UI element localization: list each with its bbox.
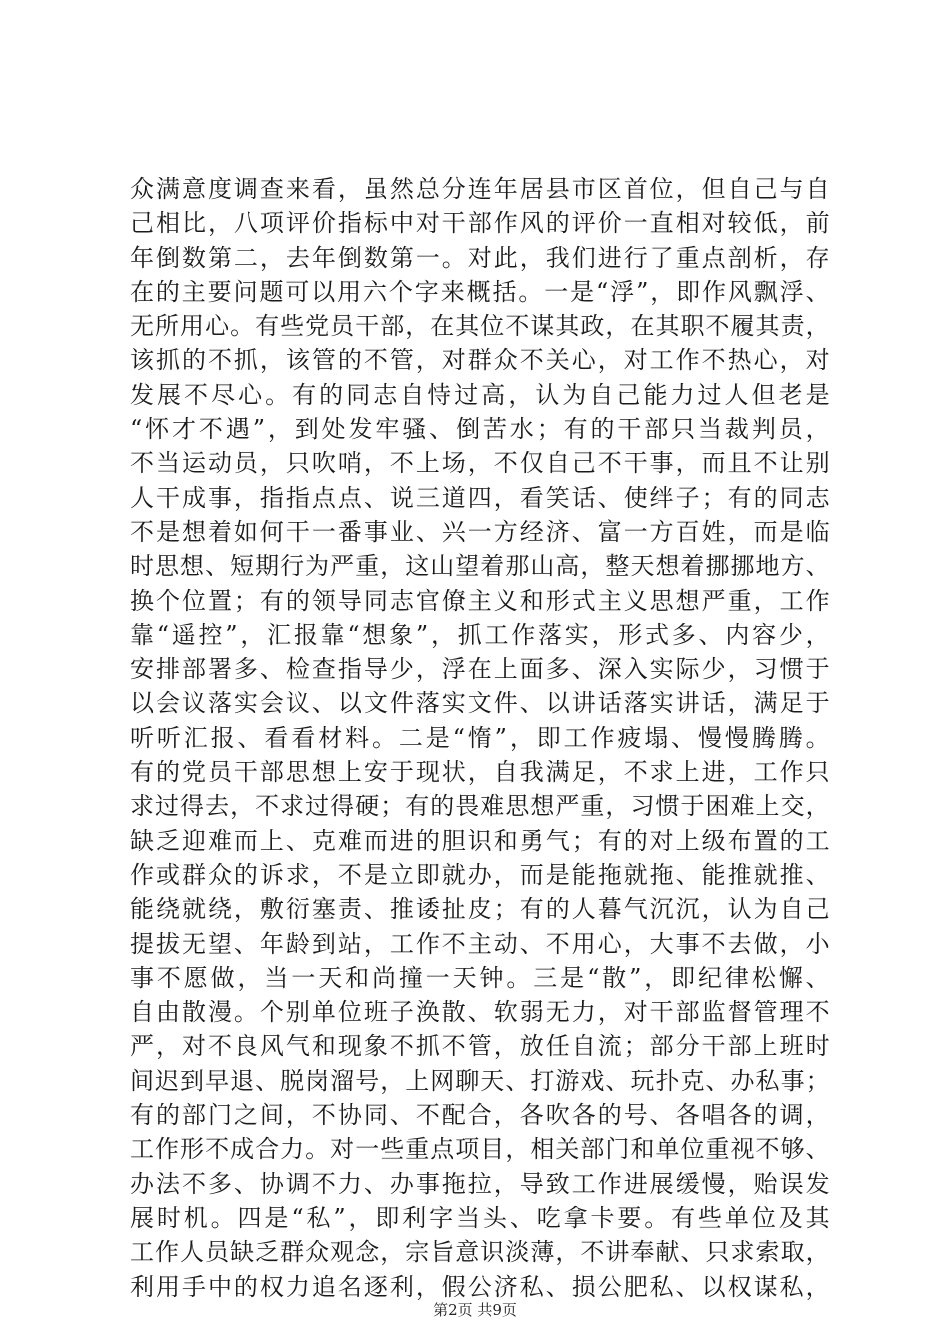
text-line: 严，对不良风气和现象不抓不管，放任自流；部分干部上班时	[130, 1032, 830, 1061]
text-line: 能绕就绕，敷衍塞责、推诿扯皮；有的人暮气沉沉，认为自己	[130, 895, 830, 924]
text-line: 不当运动员，只吹哨，不上场，不仅自己不干事，而且不让别	[130, 449, 830, 478]
text-line: 安排部署多、检查指导少，浮在上面多、深入实际少，习惯于	[130, 655, 830, 684]
text-line: 提拔无望、年龄到站，工作不主动、不用心，大事不去做，小	[130, 929, 830, 958]
text-line: 工作人员缺乏群众观念，宗旨意识淡薄，不讲奉献、只求索取，	[130, 1238, 830, 1267]
text-line: 在的主要问题可以用六个字来概括。一是“浮”，即作风飘浮、	[130, 277, 830, 306]
text-line: 听听汇报、看看材料。二是“惰”，即工作疲塌、慢慢腾腾。	[130, 723, 830, 752]
text-line: 发展不尽心。有的同志自恃过高，认为自己能力过人但老是	[130, 380, 830, 409]
text-line: 求过得去，不求过得硬；有的畏难思想严重，习惯于困难上交，	[130, 792, 830, 821]
text-line: 展时机。四是“私”，即利字当头、吃拿卡要。有些单位及其	[130, 1203, 830, 1232]
page-number-footer: 第2页 共9页	[433, 1301, 517, 1319]
text-line: “怀才不遇”，到处发牢骚、倒苦水；有的干部只当裁判员，	[130, 415, 830, 444]
text-line: 自由散漫。个别单位班子涣散、软弱无力，对干部监督管理不	[130, 998, 830, 1027]
text-line: 无所用心。有些党员干部，在其位不谋其政，在其职不履其责，	[130, 312, 830, 341]
text-line: 作或群众的诉求，不是立即就办，而是能拖就拖、能推就推、	[130, 860, 830, 889]
text-line: 众满意度调查来看，虽然总分连年居县市区首位，但自己与自	[130, 175, 830, 203]
text-line: 时思想、短期行为严重，这山望着那山高，整天想着挪挪地方、	[130, 552, 830, 581]
text-line: 工作形不成合力。对一些重点项目，相关部门和单位重视不够、	[130, 1135, 830, 1164]
text-line: 利用手中的权力追名逐利，假公济私、损公肥私、以权谋私，	[130, 1272, 830, 1301]
text-line: 办法不多、协调不力、办事拖拉，导致工作进展缓慢，贻误发	[130, 1169, 830, 1198]
text-line: 年倒数第二，去年倒数第一。对此，我们进行了重点剖析，存	[130, 243, 830, 272]
text-line: 不是想着如何干一番事业、兴一方经济、富一方百姓，而是临	[130, 517, 830, 546]
text-line: 靠“遥控”，汇报靠“想象”，抓工作落实，形式多、内容少，	[130, 620, 830, 649]
text-line: 己相比，八项评价指标中对干部作风的评价一直相对较低，前	[130, 209, 830, 238]
text-line: 换个位置；有的领导同志官僚主义和形式主义思想严重，工作	[130, 586, 830, 615]
text-line: 该抓的不抓，该管的不管，对群众不关心，对工作不热心，对	[130, 346, 830, 375]
text-line: 事不愿做，当一天和尚撞一天钟。三是“散”，即纪律松懈、	[130, 963, 830, 992]
text-line: 以会议落实会议、以文件落实文件、以讲话落实讲话，满足于	[130, 689, 830, 718]
text-line: 有的部门之间，不协同、不配合，各吹各的号、各唱各的调，	[130, 1101, 830, 1130]
body-text	[130, 172, 830, 1304]
text-line: 人干成事，指指点点、说三道四，看笑话、使绊子；有的同志	[130, 483, 830, 512]
text-line: 间迟到早退、脱岗溜号，上网聊天、打游戏、玩扑克、办私事；	[130, 1066, 830, 1095]
text-line: 有的党员干部思想上安于现状，自我满足，不求上进，工作只	[130, 758, 830, 787]
text-line: 缺乏迎难而上、克难而进的胆识和勇气；有的对上级布置的工	[130, 826, 830, 855]
